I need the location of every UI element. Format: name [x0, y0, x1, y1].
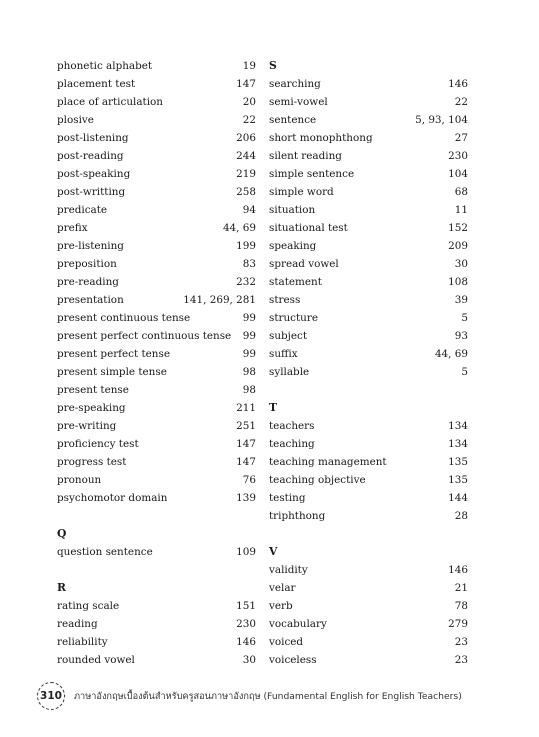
index-page-ref: 135: [448, 474, 468, 486]
index-entry: [57, 615, 256, 633]
index-term: suffix: [269, 348, 298, 360]
index-entry: [57, 435, 256, 453]
index-entry: [269, 183, 468, 201]
index-term: silent reading: [269, 150, 342, 162]
index-page-ref: 146: [448, 78, 468, 90]
index-page-ref: 44, 69: [222, 222, 256, 234]
index-entry: [57, 291, 256, 309]
index-page-ref: 251: [236, 420, 256, 432]
index-spacer: [57, 507, 256, 525]
index-entry: [57, 183, 256, 201]
index-page-ref: 5: [461, 312, 468, 324]
index-term: present perfect tense: [57, 348, 170, 360]
index-page-ref: 20: [242, 96, 256, 108]
index-term: present continuous tense: [57, 312, 191, 324]
index-entry: [269, 507, 468, 525]
index-page-ref: 28: [454, 510, 468, 522]
index-entry: [57, 237, 256, 255]
index-entry: [269, 309, 468, 327]
index-term: voiceless: [269, 654, 317, 666]
index-entry: [269, 75, 468, 93]
page-number-badge: 310: [37, 682, 65, 710]
index-term: plosive: [57, 114, 94, 126]
index-term: statement: [269, 276, 322, 288]
index-entry: [57, 255, 256, 273]
index-term: searching: [269, 78, 321, 90]
index-entry: [269, 651, 468, 669]
index-entry: [269, 435, 468, 453]
index-entry: [57, 417, 256, 435]
index-page-ref: 141, 269, 281: [183, 294, 256, 306]
index-page-ref: 21: [454, 582, 468, 594]
index-letter-heading: S: [269, 59, 277, 72]
index-entry: [269, 237, 468, 255]
index-term: pronoun: [57, 474, 102, 486]
index-entry: [57, 651, 256, 669]
index-page-ref: 244: [236, 150, 256, 162]
index-page-ref: 94: [242, 204, 256, 216]
index-term: situational test: [269, 222, 348, 234]
index-page-ref: 23: [454, 654, 468, 666]
index-term: subject: [269, 330, 308, 342]
index-page-ref: 44, 69: [434, 348, 468, 360]
index-entry: [57, 381, 256, 399]
index-term: pre-speaking: [57, 402, 126, 414]
index-term: reading: [57, 618, 98, 630]
index-term: preposition: [57, 258, 117, 270]
index-term: post-listening: [57, 132, 129, 144]
index-term: stress: [269, 294, 301, 306]
index-entry: [269, 561, 468, 579]
index-page-ref: 99: [242, 312, 256, 324]
index-term: syllable: [269, 366, 310, 378]
index-term: present tense: [57, 384, 129, 396]
index-page-ref: 23: [454, 636, 468, 648]
index-entry: [269, 273, 468, 291]
index-term: post-speaking: [57, 168, 131, 180]
index-page-ref: 230: [448, 150, 468, 162]
index-entry: [269, 111, 468, 129]
index-page-ref: 30: [242, 654, 256, 666]
index-entry: [269, 291, 468, 309]
index-page-ref: 5, 93, 104: [415, 114, 468, 126]
index-term: simple word: [269, 186, 334, 198]
index-entry: [57, 57, 256, 75]
index-entry: [269, 327, 468, 345]
index-term: predicate: [57, 204, 108, 216]
index-entry: [269, 597, 468, 615]
index-entry: [269, 255, 468, 273]
index-page-ref: 5: [461, 366, 468, 378]
page-footer: [37, 681, 507, 711]
index-page-ref: 76: [242, 474, 256, 486]
index-page-ref: 134: [448, 420, 468, 432]
index-page-ref: 258: [236, 186, 256, 198]
index-page-ref: 147: [236, 456, 256, 468]
index-entry: [57, 399, 256, 417]
index-entry: [57, 489, 256, 507]
index-term: pre-writing: [57, 420, 117, 432]
index-term: testing: [269, 492, 306, 504]
index-letter-heading: Q: [57, 527, 67, 540]
index-term: teaching objective: [269, 474, 366, 486]
index-term: structure: [269, 312, 318, 324]
index-column-right: [269, 57, 468, 669]
index-term: speaking: [269, 240, 317, 252]
index-page-ref: 99: [242, 348, 256, 360]
index-page-ref: 146: [236, 636, 256, 648]
index-page-ref: 135: [448, 456, 468, 468]
index-page-ref: 22: [242, 114, 256, 126]
index-entry: [269, 219, 468, 237]
index-page-ref: 211: [236, 402, 256, 414]
index-page-ref: 27: [454, 132, 468, 144]
index-page-ref: 19: [242, 60, 256, 72]
index-spacer: [57, 561, 256, 579]
index-page-ref: 68: [454, 186, 468, 198]
index-term: spread vowel: [269, 258, 339, 270]
index-entry: [57, 471, 256, 489]
index-entry: [269, 93, 468, 111]
index-page-ref: 199: [236, 240, 256, 252]
index-entry: [269, 165, 468, 183]
index-entry: [269, 579, 468, 597]
index-entry: [57, 75, 256, 93]
index-term: prefix: [57, 222, 88, 234]
index-page-ref: 146: [448, 564, 468, 576]
index-page-ref: 98: [242, 366, 256, 378]
index-term: progress test: [57, 456, 127, 468]
index-page-ref: 83: [242, 258, 256, 270]
index-letter-heading: V: [269, 545, 278, 558]
index-entry: [57, 219, 256, 237]
index-entry: [57, 165, 256, 183]
index-term: semi-vowel: [269, 96, 328, 108]
index-term: phonetic alphabet: [57, 60, 153, 72]
index-page-ref: 147: [236, 438, 256, 450]
footer-book-title: ภาษาอังกฤษเบื้องต้นสำหรับครูสอนภาษาอังกฤษ (Fundamental English for English Teachers): [74, 690, 462, 702]
index-entry: [57, 363, 256, 381]
index-term: simple sentence: [269, 168, 355, 180]
index-term: present simple tense: [57, 366, 167, 378]
index-page-ref: 98: [242, 384, 256, 396]
index-entry: [269, 633, 468, 651]
index-entry: [57, 273, 256, 291]
index-entry: [269, 147, 468, 165]
index-term: short monophthong: [269, 132, 373, 144]
index-term: voiced: [269, 636, 304, 648]
index-entry: [57, 597, 256, 615]
index-term: place of articulation: [57, 96, 163, 108]
index-term: presentation: [57, 294, 124, 306]
index-term: post-writting: [57, 186, 126, 198]
index-entry: [269, 471, 468, 489]
index-term: teaching management: [269, 456, 387, 468]
index-entry: [57, 309, 256, 327]
index-term: question sentence: [57, 546, 153, 558]
index-term: triphthong: [269, 510, 326, 522]
index-page-ref: 109: [236, 546, 256, 558]
index-term: proficiency test: [57, 438, 139, 450]
index-page-ref: 11: [454, 204, 468, 216]
index-term: validity: [269, 564, 308, 576]
index-term: pre-listening: [57, 240, 124, 252]
index-letter-heading: R: [57, 581, 66, 594]
index-term: rating scale: [57, 600, 120, 612]
index-entry: [269, 345, 468, 363]
index-page-ref: 22: [454, 96, 468, 108]
index-page-ref: 104: [448, 168, 468, 180]
index-page-ref: 39: [454, 294, 468, 306]
index-entry: [57, 93, 256, 111]
index-spacer: [269, 381, 468, 399]
index-page-ref: 30: [454, 258, 468, 270]
index-entry: [57, 129, 256, 147]
index-entry: [57, 201, 256, 219]
index-page-ref: 144: [448, 492, 468, 504]
index-page-ref: 99: [242, 330, 256, 342]
index-page-ref: 147: [236, 78, 256, 90]
index-page-ref: 232: [236, 276, 256, 288]
index-entry: [269, 201, 468, 219]
index-entry: [57, 633, 256, 651]
index-page-ref: 279: [448, 618, 468, 630]
index-term: sentence: [269, 114, 317, 126]
index-entry: [57, 345, 256, 363]
index-spacer: [269, 525, 468, 543]
index-entry: [57, 327, 256, 345]
index-term: verb: [269, 600, 293, 612]
index-entry: [269, 129, 468, 147]
index-entry: [57, 543, 256, 561]
index-page-ref: 93: [454, 330, 468, 342]
index-entry: [57, 147, 256, 165]
index-page-ref: 152: [448, 222, 468, 234]
index-page-ref: 206: [236, 132, 256, 144]
index-column-left: [57, 57, 256, 669]
index-term: present perfect continuous tense: [57, 330, 232, 342]
index-term: teachers: [269, 420, 315, 432]
index-term: placement test: [57, 78, 136, 90]
index-page-ref: 78: [454, 600, 468, 612]
index-entry: [269, 489, 468, 507]
index-term: rounded vowel: [57, 654, 135, 666]
index-term: velar: [269, 582, 296, 594]
index-term: psychomotor domain: [57, 492, 168, 504]
index-entry: [57, 453, 256, 471]
index-entry: [269, 417, 468, 435]
index-letter-heading: T: [269, 401, 278, 414]
index-page-ref: 219: [236, 168, 256, 180]
index-page-ref: 108: [448, 276, 468, 288]
index-term: vocabulary: [269, 618, 327, 630]
index-entry: [57, 111, 256, 129]
index-term: reliability: [57, 636, 108, 648]
index-term: situation: [269, 204, 316, 216]
index-page-ref: 151: [236, 600, 256, 612]
index-entry: [269, 615, 468, 633]
index-page-ref: 134: [448, 438, 468, 450]
index-entry: [269, 363, 468, 381]
index-term: post-reading: [57, 150, 124, 162]
index-entry: [269, 453, 468, 471]
index-page-ref: 230: [236, 618, 256, 630]
index-term: teaching: [269, 438, 315, 450]
index-term: pre-reading: [57, 276, 119, 288]
index-page-ref: 139: [236, 492, 256, 504]
index-page-ref: 209: [448, 240, 468, 252]
